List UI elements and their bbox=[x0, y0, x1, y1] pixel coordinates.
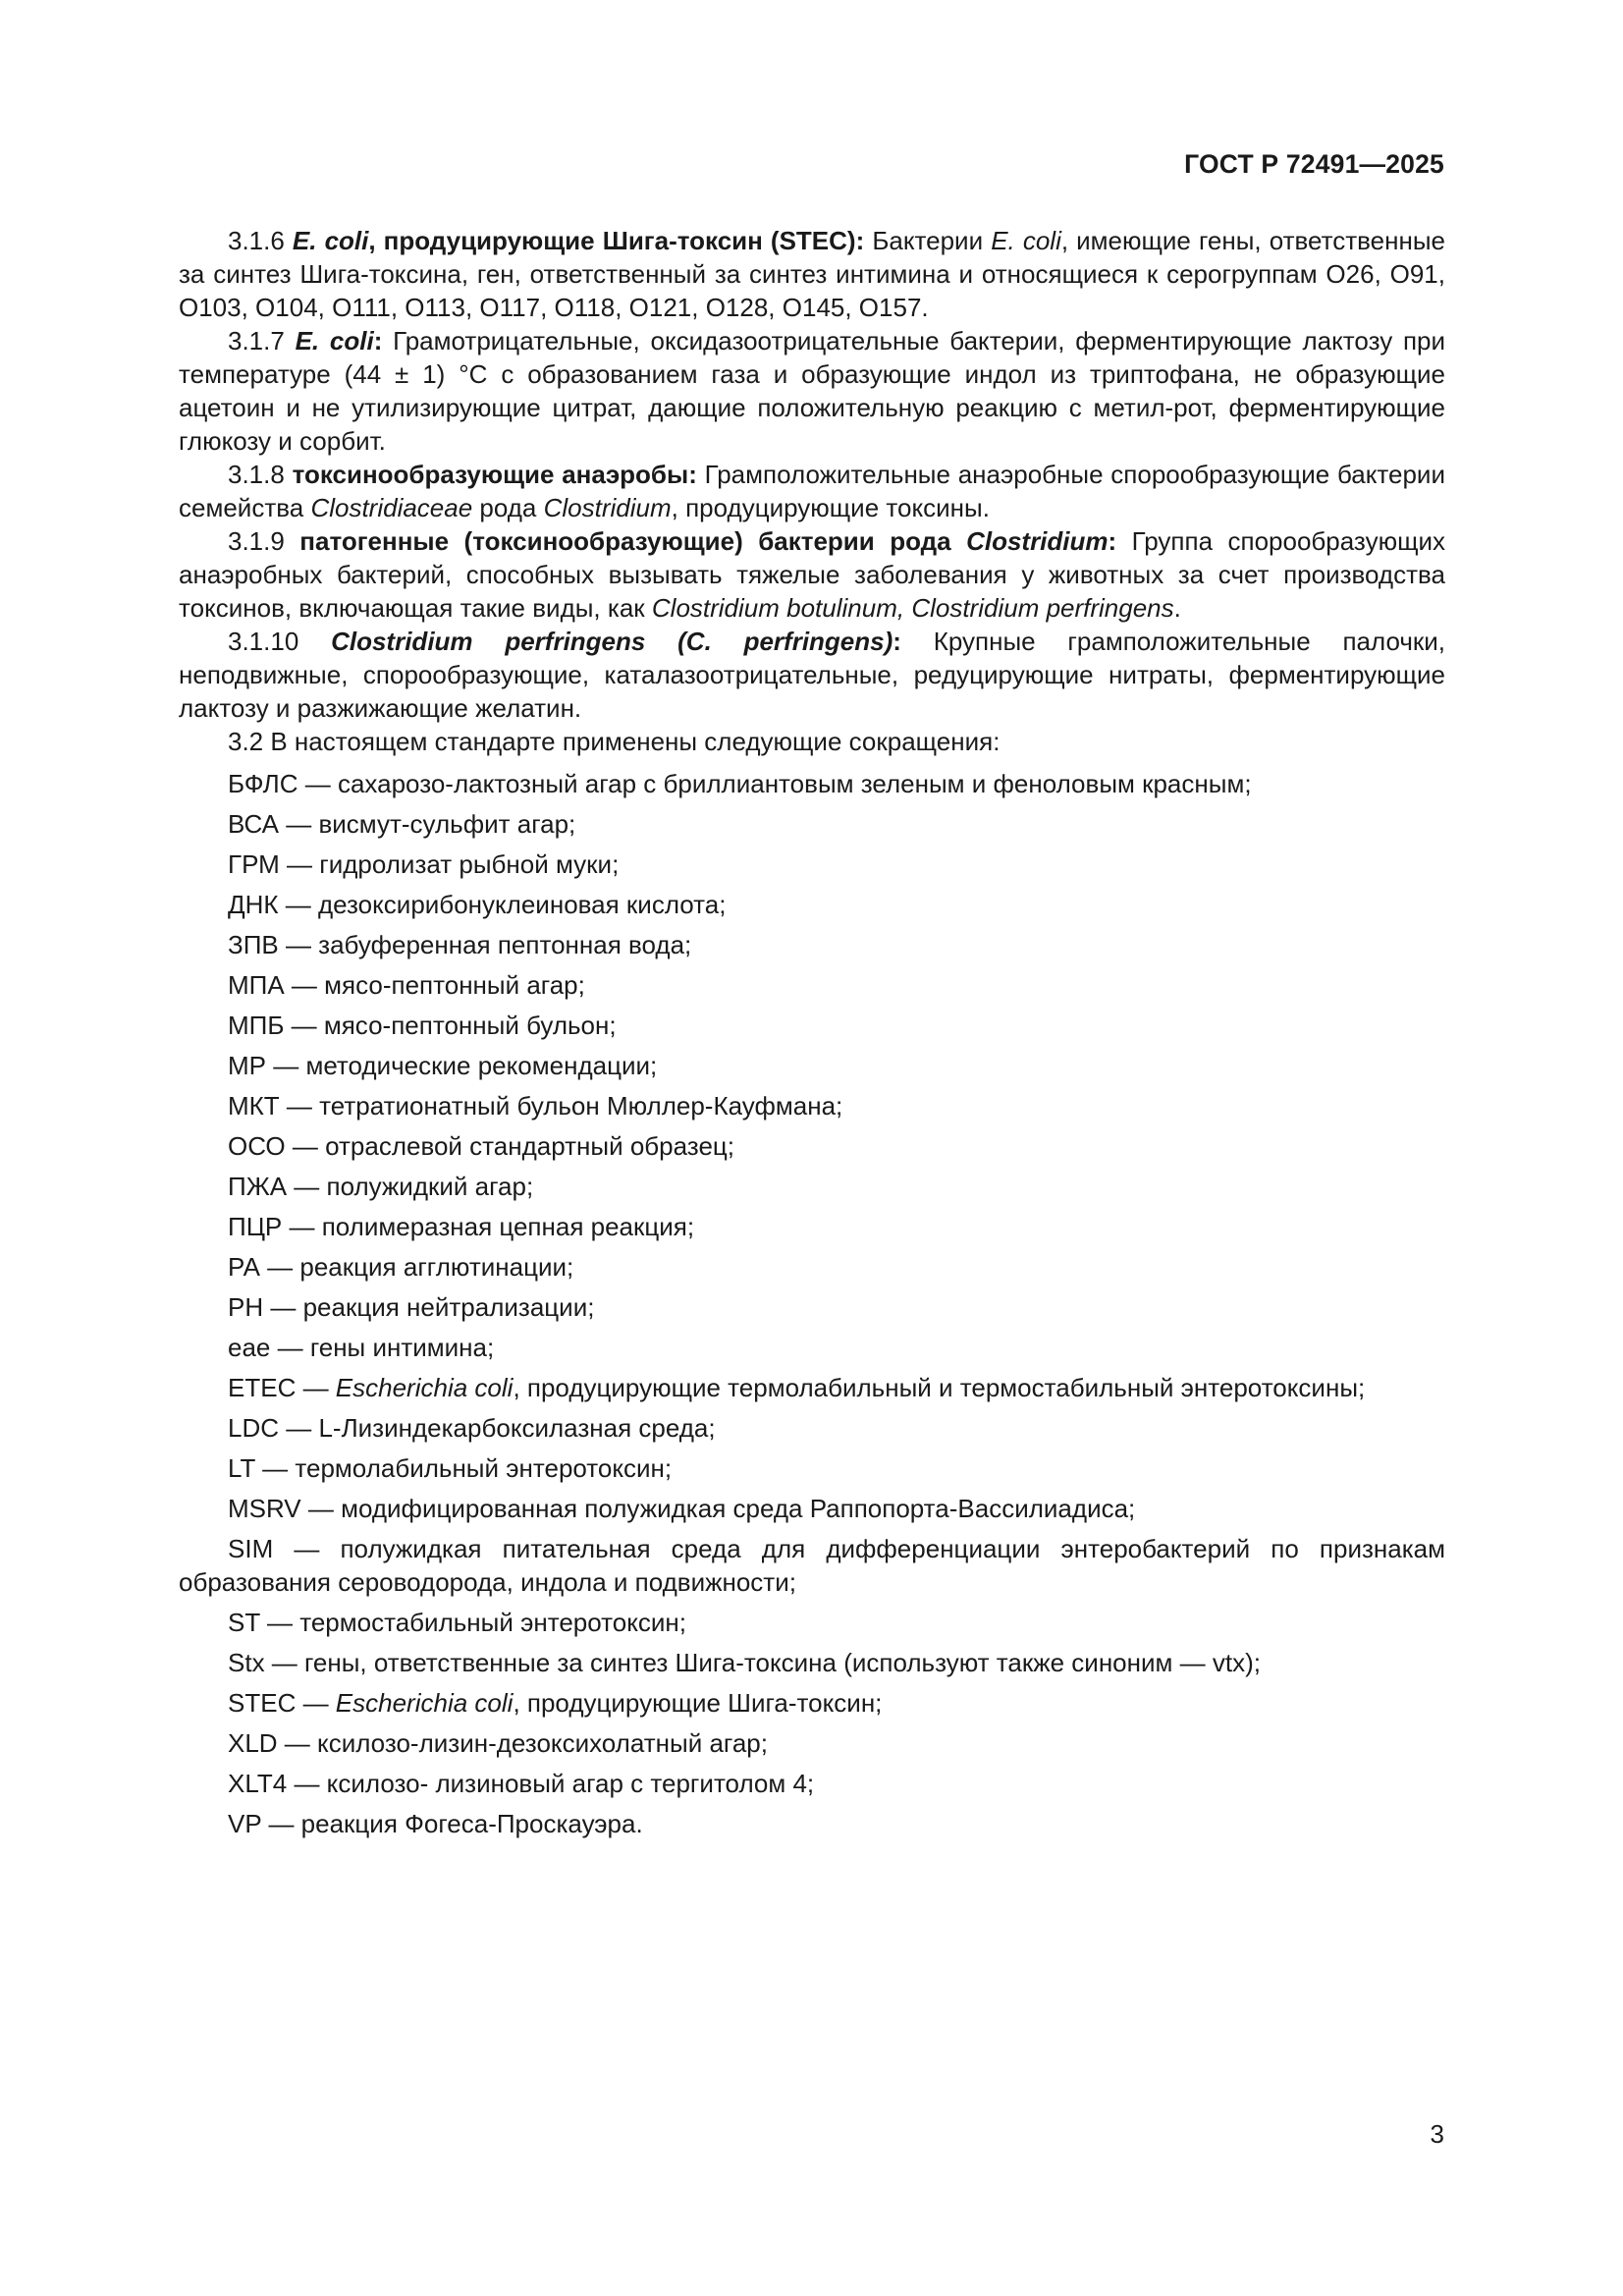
definition-term: токсинообразующие анаэробы: bbox=[292, 460, 697, 489]
abbreviations-intro: 3.2 В настоящем стандарте применены следующие сокращения: bbox=[228, 727, 1001, 756]
abbreviation-item-stec: STEC — Escherichia coli, продуцирующие Шига-токсин; bbox=[228, 1688, 883, 1718]
abbreviation-item: XLT4 — ксилозо- лизиновый агар с тергитолом 4; bbox=[228, 1769, 815, 1798]
definition-number: 3.1.9 bbox=[228, 526, 285, 556]
definition-term: E. coli: bbox=[295, 326, 383, 355]
abbreviation-item: РН — реакция нейтрализации; bbox=[228, 1292, 595, 1322]
abbreviation-item: ДНК — дезоксирибонуклеиновая кислота; bbox=[228, 890, 727, 919]
abbreviation-item-etec: ETEC — Escherichia coli, продуцирующие термолабильный и термостабильный энтеротоксины; bbox=[228, 1373, 1366, 1402]
abbreviation-item: eae — гены интимина; bbox=[228, 1333, 495, 1362]
abbreviation-item: МР — методические рекомендации; bbox=[228, 1051, 658, 1080]
page-number: 3 bbox=[1430, 2119, 1444, 2149]
abbreviations-list bbox=[179, 767, 1445, 1840]
abbreviation-item: LT — термолабильный энтеротоксин; bbox=[228, 1453, 673, 1483]
definition-3-1-10: 3.1.10 Clostridium perfringens (C. perfringens): Крупные грамположительные палочки, неподвижные, спорообразующие, каталазоотрицательные, редуцирующие нитраты, ферментирующие лактозу и разжижающие желатин. bbox=[179, 627, 1445, 723]
page-content bbox=[179, 224, 1445, 1847]
abbreviation-item: ЗПВ — забуференная пептонная вода; bbox=[228, 930, 692, 959]
abbreviation-item: XLD — ксилозо-лизин-дезоксихолатный агар; bbox=[228, 1728, 768, 1758]
abbreviation-item: MSRV — модифицированная полужидкая среда Раппопорта-Вассилиадиса; bbox=[228, 1494, 1136, 1523]
abbreviation-item: МКТ — тетратионатный бульон Мюллер-Кауфмана; bbox=[228, 1091, 843, 1121]
abbreviation-item: ГРМ — гидролизат рыбной муки; bbox=[228, 849, 620, 879]
definition-3-1-9: 3.1.9 патогенные (токсинообразующие) бактерии рода Clostridium: Группа спорообразующих анаэробных бактерий, способных вызывать тяжелые заболевания у животных за счет производства токсинов, включающая такие виды, как Clostridium botulinum, Clostridium perfringens. bbox=[179, 526, 1445, 623]
abbreviation-item: МПБ — мясо-пептонный бульон; bbox=[228, 1011, 617, 1040]
definition-number: 3.1.10 bbox=[228, 627, 299, 656]
definition-number: 3.1.6 bbox=[228, 226, 285, 255]
definition-term: патогенные (токсинообразующие) бактерии рода Clostridium: bbox=[299, 526, 1117, 556]
abbreviation-item: ОСО — отраслевой стандартный образец; bbox=[228, 1131, 735, 1161]
abbreviation-item: VP — реакция Фогеса-Проскауэра. bbox=[228, 1809, 643, 1838]
document-id-header: ГОСТ Р 72491—2025 bbox=[1184, 149, 1444, 179]
abbreviation-item: ВСА — висмут-сульфит агар; bbox=[228, 809, 576, 839]
abbreviation-item: SIM — полужидкая питательная среда для дифференциации энтеробактерий по признакам образования сероводорода, индола и подвижности; bbox=[179, 1534, 1445, 1597]
definition-number: 3.1.7 bbox=[228, 326, 285, 355]
abbreviation-item: БФЛС — сахарозо-лактозный агар с бриллиантовым зеленым и феноловым красным; bbox=[228, 769, 1252, 798]
definition-term: Clostridium perfringens (C. perfringens): bbox=[331, 627, 901, 656]
abbreviation-item: Stx — гены, ответственные за синтез Шига-токсина (используют также синоним — vtx); bbox=[228, 1648, 1261, 1677]
definition-3-1-8: 3.1.8 токсинообразующие анаэробы: Грамположительные анаэробные спорообразующие бактерии семейства Clostridiaceae рода Clostridium, продуцирующие токсины. bbox=[179, 460, 1445, 522]
abbreviation-item: LDC — L-Лизиндекарбоксилазная среда; bbox=[228, 1413, 716, 1443]
abbreviation-item: ПЦР — полимеразная цепная реакция; bbox=[228, 1212, 695, 1241]
abbreviation-item: ПЖА — полужидкий агар; bbox=[228, 1172, 534, 1201]
definition-number: 3.1.8 bbox=[228, 460, 285, 489]
abbreviation-item: МПА — мясо-пептонный агар; bbox=[228, 970, 585, 1000]
definition-term: E. coli, продуцирующие Шига-токсин (STEC): bbox=[292, 226, 865, 255]
abbreviation-item: ST — термостабильный энтеротоксин; bbox=[228, 1608, 686, 1637]
definition-3-1-6: 3.1.6 E. coli, продуцирующие Шига-токсин (STEC): Бактерии E. coli, имеющие гены, ответственные за синтез Шига-токсина, ген, ответственный за синтез интимина и относящиеся к серогруппам О26, О91, О103, О104, О111, О113, О117, О118, О121, О128, О145, О157. bbox=[179, 226, 1445, 322]
abbreviation-item: РА — реакция агглютинации; bbox=[228, 1252, 574, 1282]
definition-3-1-7: 3.1.7 E. coli: Грамотрицательные, оксидазоотрицательные бактерии, ферментирующие лактозу при температуре (44 ± 1) °С с образованием газа и образующие индол из триптофана, не образующие ацетоин и не утилизирующие цитрат, дающие положительную реакцию с метил-рот, ферментирующие глюкозу и сорбит. bbox=[179, 326, 1446, 456]
